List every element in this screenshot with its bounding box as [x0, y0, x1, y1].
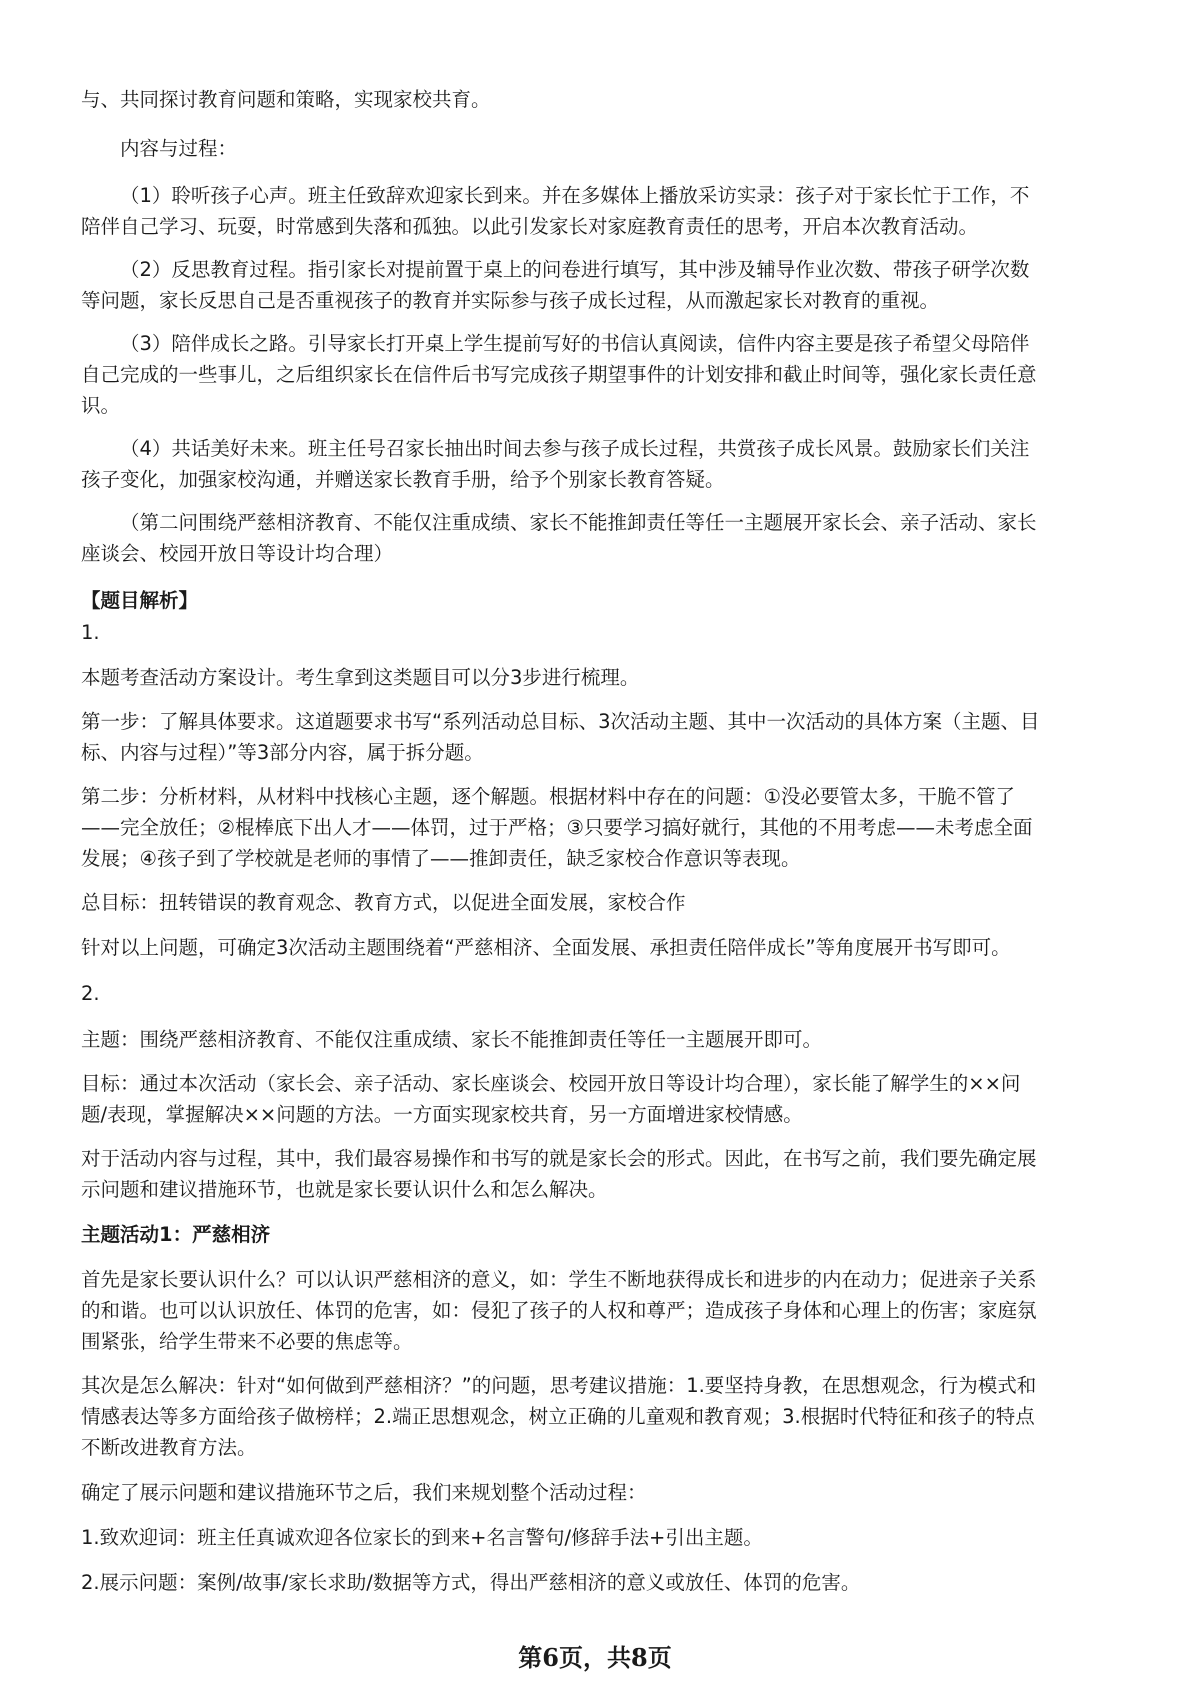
- text-line: （第二问围绕严慈相济教育、不能仅注重成绩、家长不能推卸责任等任一主题展开家长会、亲子活动、家长: [120, 511, 1037, 534]
- text-line: 对于活动内容与过程，其中，我们最容易操作和书写的就是家长会的形式。因此，在书写之前，我们要先确定展: [81, 1147, 1037, 1170]
- text-line: 孩子变化，加强家校沟通，并赠送家长教育手册，给予个别家长教育答疑。: [81, 468, 725, 491]
- text-line: 与、共同探讨教育问题和策略，实现家校共育。: [81, 88, 491, 111]
- section-heading-analysis: 【题目解析】: [81, 589, 199, 612]
- text-line: 等问题，家长反思自己是否重视孩子的教育并实际参与孩子成长过程，从而激起家长对教育的重视。: [81, 289, 940, 312]
- text-line: （3）陪伴成长之路。引导家长打开桌上学生提前写好的书信认真阅读，信件内容主要是孩子希望父母陪伴: [120, 332, 1030, 355]
- section-heading-content-process: 内容与过程：: [120, 137, 238, 160]
- page-number-footer: 第6页，共8页: [518, 1643, 672, 1672]
- text-line: 题/表现，掌握解决××问题的方法。一方面实现家校共育，另一方面增进家校情感。: [81, 1103, 803, 1126]
- text-line: 自己完成的一些事儿，之后组织家长在信件后书写完成孩子期望事件的计划安排和截止时间等，强化家长责任意: [81, 363, 1037, 386]
- text-line: 第一步：了解具体要求。这道题要求书写“系列活动总目标、3次活动主题、其中一次活动的具体方案（主题、目: [81, 710, 1040, 733]
- text-line: 标、内容与过程）”等3部分内容，属于拆分题。: [81, 741, 484, 764]
- text-line: 目标：通过本次活动（家长会、亲子活动、家长座谈会、校园开放日等设计均合理），家长能了解学生的××问: [81, 1072, 1021, 1095]
- text-line: （4）共话美好未来。班主任号召家长抽出时间去参与孩子成长过程，共赏孩子成长风景。鼓励家长们关注: [120, 437, 1030, 460]
- text-line: 陪伴自己学习、玩耍，时常感到失落和孤独。以此引发家长对家庭教育责任的思考，开启本次教育活动。: [81, 215, 979, 238]
- section-heading-activity-1: 主题活动1：严慈相济: [81, 1223, 271, 1246]
- text-line: 本题考查活动方案设计。考生拿到这类题目可以分3步进行梳理。: [81, 666, 640, 689]
- text-line: （1）聆听孩子心声。班主任致辞欢迎家长到来。并在多媒体上播放采访实录：孩子对于家长忙于工作，不: [120, 184, 1030, 207]
- item-number: 2.: [81, 982, 100, 1005]
- text-line: 针对以上问题，可确定3次活动主题围绕着“严慈相济、全面发展、承担责任陪伴成长”等角度展开书写即可。: [81, 936, 1011, 959]
- text-line: 示问题和建议措施环节，也就是家长要认识什么和怎么解决。: [81, 1178, 608, 1201]
- text-line: 总目标：扭转错误的教育观念、教育方式，以促进全面发展，家校合作: [81, 891, 686, 914]
- text-line: 首先是家长要认识什么？可以认识严慈相济的意义，如：学生不断地获得成长和进步的内在动力；促进亲子关系: [81, 1268, 1037, 1291]
- text-line: 不断改进教育方法。: [81, 1436, 257, 1459]
- text-line: 主题：围绕严慈相济教育、不能仅注重成绩、家长不能推卸责任等任一主题展开即可。: [81, 1028, 823, 1051]
- text-line: 的和谐。也可以认识放任、体罚的危害，如：侵犯了孩子的人权和尊严；造成孩子身体和心理上的伤害；家庭氛: [81, 1299, 1037, 1322]
- text-line: 2.展示问题：案例/故事/家长求助/数据等方式，得出严慈相济的意义或放任、体罚的危害。: [81, 1571, 861, 1594]
- text-line: 发展；④孩子到了学校就是老师的事情了——推卸责任，缺乏家校合作意识等表现。: [81, 847, 801, 870]
- item-number: 1.: [81, 621, 100, 644]
- text-line: 其次是怎么解决：针对“如何做到严慈相济？”的问题，思考建议措施：1.要坚持身教，在思想观念，行为模式和: [81, 1374, 1037, 1397]
- text-line: 第二步：分析材料，从材料中找核心主题，逐个解题。根据材料中存在的问题：①没必要管太多，干脆不管了: [81, 785, 1015, 808]
- text-line: ——完全放任；②棍棒底下出人才——体罚，过于严格；③只要学习搞好就行，其他的不用考虑——未考虑全面: [81, 816, 1033, 839]
- text-line: 1.致欢迎词：班主任真诚欢迎各位家长的到来+名言警句/修辞手法+引出主题。: [81, 1526, 763, 1549]
- text-line: 座谈会、校园开放日等设计均合理）: [81, 542, 394, 565]
- text-line: 围紧张，给学生带来不必要的焦虑等。: [81, 1330, 413, 1353]
- text-line: 识。: [81, 394, 121, 417]
- text-line: 确定了展示问题和建议措施环节之后，我们来规划整个活动过程：: [81, 1481, 647, 1504]
- text-line: 情感表达等多方面给孩子做榜样；2.端正思想观念，树立正确的儿童观和教育观；3.根据时代特征和孩子的特点: [81, 1405, 1035, 1428]
- text-line: （2）反思教育过程。指引家长对提前置于桌上的问卷进行填写，其中涉及辅导作业次数、带孩子研学次数: [120, 258, 1030, 281]
